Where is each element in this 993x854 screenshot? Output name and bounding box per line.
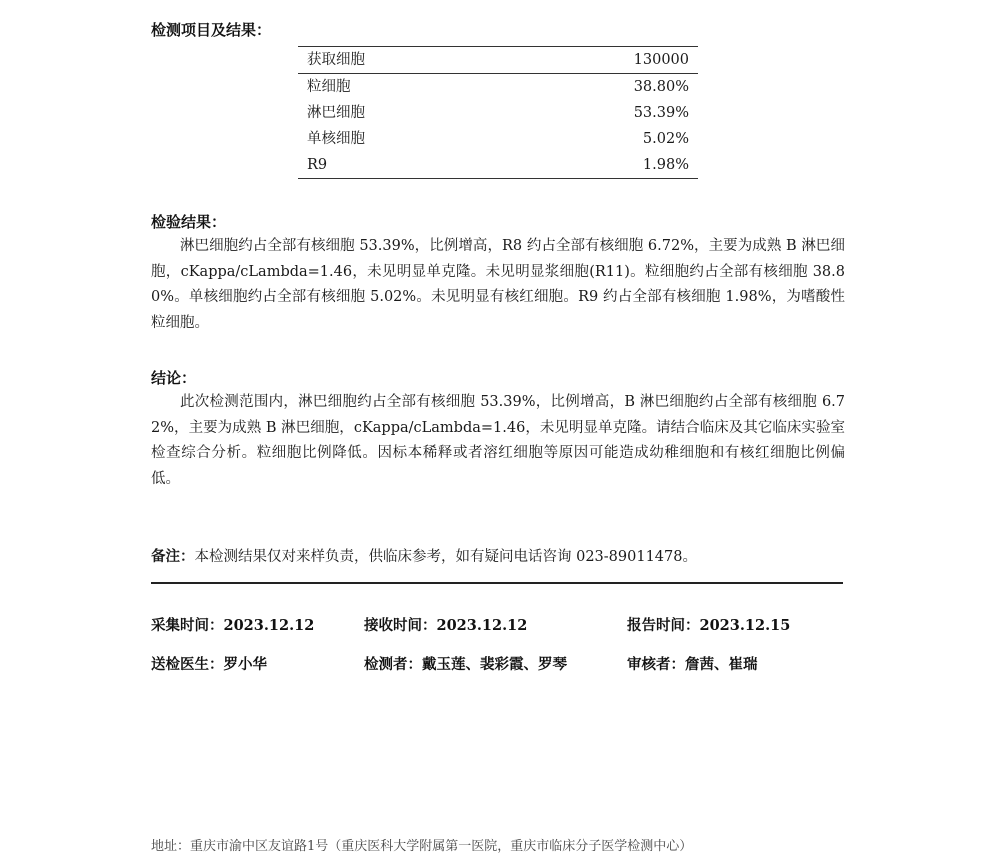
row-value: 1.98% [642,157,689,173]
row-value: 5.02% [642,131,689,147]
tester-label: 检测者： [364,656,422,673]
row-label: R9 [307,157,328,173]
referring-doctor [151,653,267,674]
receive-time-label: 接收时间： [364,617,437,634]
footer-address: 地址：重庆市渝中区友谊路1号（重庆医科大学附属第一医院，重庆市临床分子医学检测中心） [151,839,693,854]
collect-time-value: 2023.12.12 [223,617,315,634]
doctor-value: 罗小华 [223,656,267,673]
reviewer-label: 审核者： [627,656,685,673]
result-section-title: 检验结果： [151,213,227,231]
reviewer [627,653,758,674]
receive-time-value: 2023.12.12 [436,617,528,634]
row-label: 单核细胞 [307,131,365,147]
doctor-label: 送检医生： [151,656,224,673]
collect-time [151,614,314,635]
report-time [627,614,790,635]
note-label: 备注： [151,548,195,565]
tester [364,653,567,674]
row-label: 获取细胞 [298,47,502,74]
table-row [298,126,698,152]
table-row [298,74,698,101]
table-row [298,100,698,126]
row-value: 53.39% [633,105,689,121]
results-table [298,46,698,179]
table-row [298,47,698,74]
result-paragraph: 淋巴细胞约占全部有核细胞 53.39%，比例增高，R8 约占全部有核细胞 6.72%，主要为成熟 B 淋巴细胞，cKappa/cLambda=1.46，未见明显单克隆。未见明显浆细胞(R11)。粒细胞约占全部有核细胞 38.80%。单核细胞约占全部有核细胞 5.02%。未见明显有核红细胞。R9 约占全部有核细胞 1.98%，为嗜酸性粒细胞。 [151,238,845,331]
row-value: 130000 [502,47,698,74]
report-time-value: 2023.12.15 [699,617,791,634]
note-text: 本检测结果仅对来样负责，供临床参考，如有疑问电话咨询 023-89011478。 [194,549,697,565]
conclusion-section-title: 结论： [151,369,197,387]
reviewer-value: 詹茜、崔瑞 [685,656,758,673]
collect-time-label: 采集时间： [151,617,224,634]
items-section-title: 检测项目及结果： [151,21,272,39]
note-line [151,545,697,566]
report-time-label: 报告时间： [627,617,700,634]
row-value: 38.80% [633,79,689,95]
table-row [298,152,698,179]
conclusion-paragraph: 此次检测范围内，淋巴细胞约占全部有核细胞 53.39%，比例增高，B 淋巴细胞约占全部有核细胞 6.72%，主要为成熟 B 淋巴细胞，cKappa/cLambda=1.46，未见明显单克隆。请结合临床及其它临床实验室检查综合分析。粒细胞比例降低。因标本稀释或者溶红细胞等原因可能造成幼稚细胞和有核红细胞比例偏低。 [151,394,845,487]
row-label: 粒细胞 [307,79,351,95]
tester-value: 戴玉莲、裴彩霞、罗琴 [422,656,567,673]
receive-time [364,614,527,635]
row-label: 淋巴细胞 [307,105,365,121]
divider [151,582,843,584]
